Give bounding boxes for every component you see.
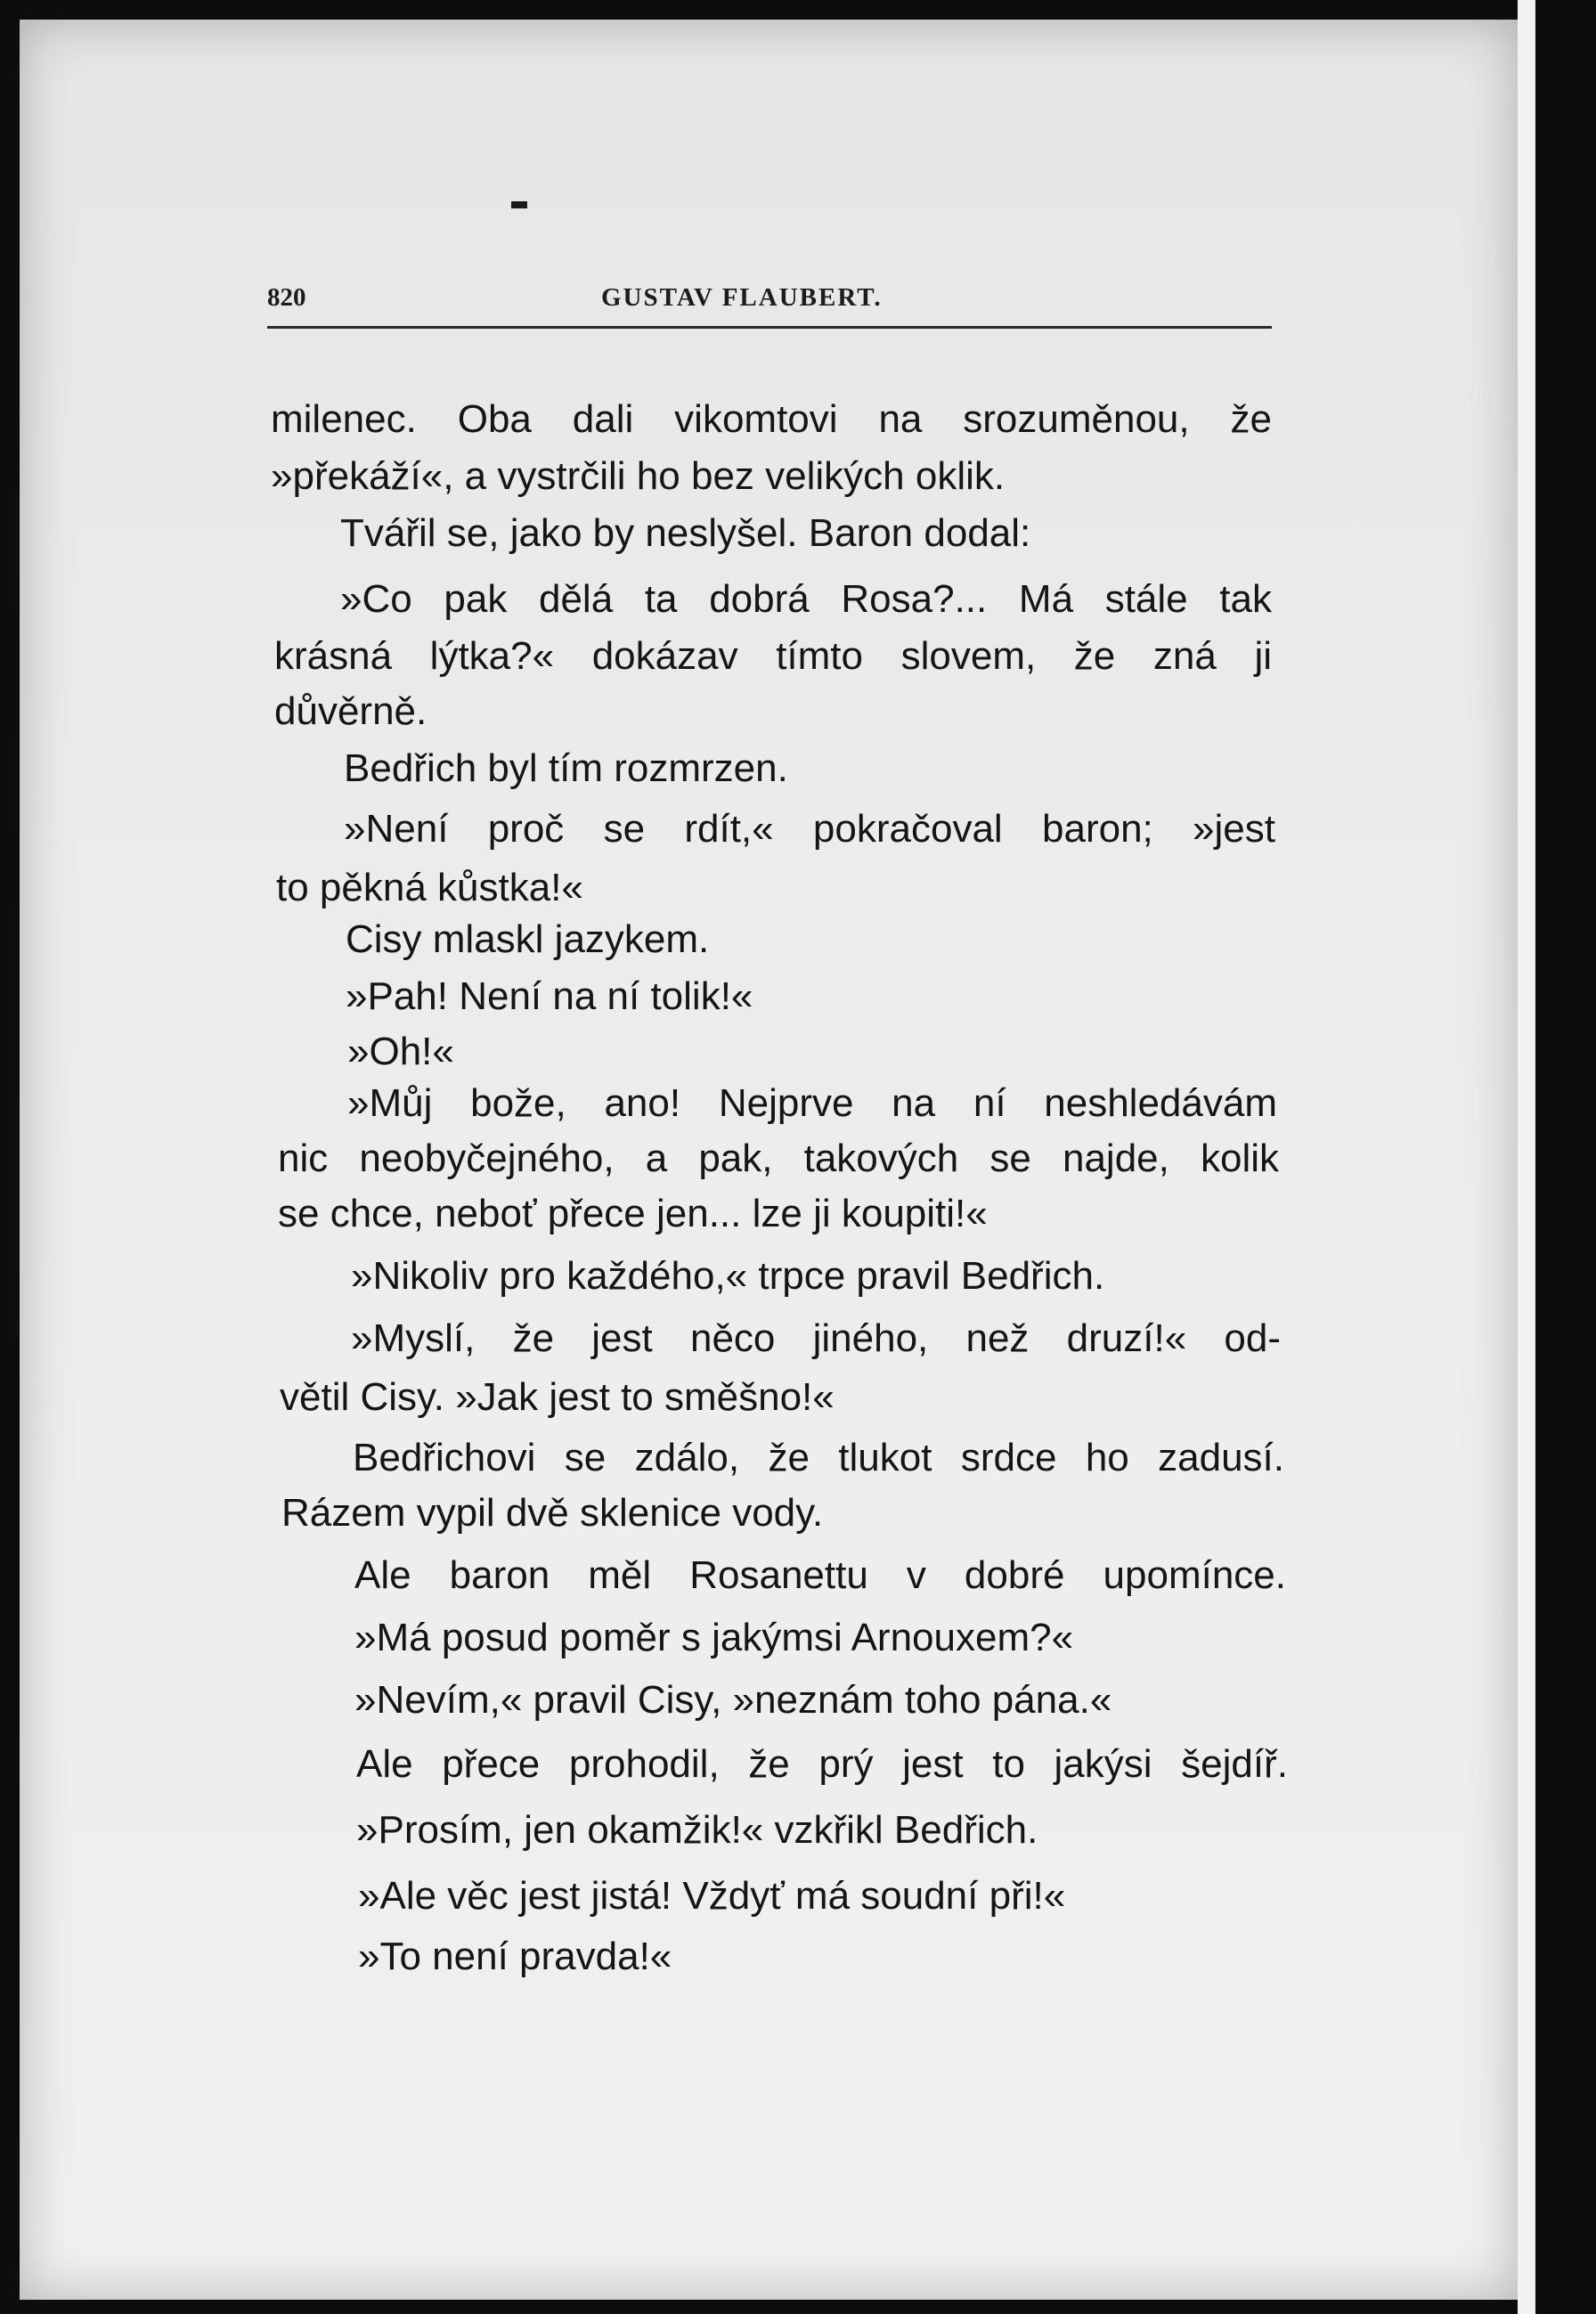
text-line: krásná lýtka?« dokázav tímto slovem, že zná ji [274,634,1272,678]
next-page-edge [1518,0,1535,2314]
text-line: »Ale věc jest jistá! Vždyť má soudní při!« [358,1874,1066,1918]
text-line: nic neobyčejného, a pak, takových se najde, kolik [278,1137,1279,1180]
text-line: »Můj bože, ano! Nejprve na ní neshledávám [347,1081,1277,1125]
text-line: Rázem vypil dvě sklenice vody. [281,1491,824,1535]
text-line: Tvářil se, jako by neslyšel. Baron dodal: [340,511,1031,555]
text-line: větil Cisy. »Jak jest to směšno!« [280,1375,835,1419]
page-header [267,283,1274,319]
header-rule [267,326,1272,329]
text-line: »To není pravda!« [358,1935,672,1978]
text-line: »Oh!« [347,1030,454,1073]
text-line: Bedřich byl tím rozmrzen. [344,746,788,790]
text-line: »Prosím, jen okamžik!« vzkřikl Bedřich. [356,1808,1038,1852]
text-line: »Co pak dělá ta dobrá Rosa?... Má stále tak [340,577,1272,621]
text-line: »Nikoliv pro každého,« trpce pravil Bedřich. [351,1254,1105,1298]
text-line: Cisy mlaskl jazykem. [346,917,710,961]
text-line: Ale přece prohodil, že prý jest to jakýsi šejdíř. [356,1742,1288,1786]
text-line: »Má posud poměr s jakýmsi Arnouxem?« [354,1616,1074,1659]
text-line: »Nevím,« pravil Cisy, »neznám toho pána.« [354,1678,1112,1722]
text-line: Ale baron měl Rosanettu v dobré upomínce. [354,1553,1286,1597]
text-line: Bedřichovi se zdálo, že tlukot srdce ho zadusí. [353,1436,1284,1479]
running-title: GUSTAV FLAUBERT. [601,283,883,312]
text-line: milenec. Oba dali vikomtovi na srozuměnou, že [271,397,1272,441]
text-line: důvěrně. [274,689,428,733]
text-line: »překáží«, a vystrčili ho bez velikých oklik. [271,454,1006,498]
text-line: to pěkná kůstka!« [276,866,583,909]
text-line: »Není proč se rdít,« pokračoval baron; »jest [344,807,1275,851]
text-line: »Myslí, že jest něco jiného, než druzí!« od- [351,1316,1281,1360]
text-line: se chce, neboť přece jen... lze ji koupiti!« [278,1192,988,1235]
scan-border [1535,0,1596,2314]
text-line: »Pah! Není na ní tolik!« [346,974,753,1018]
ink-mark [511,201,527,208]
page-number: 820 [267,283,306,312]
